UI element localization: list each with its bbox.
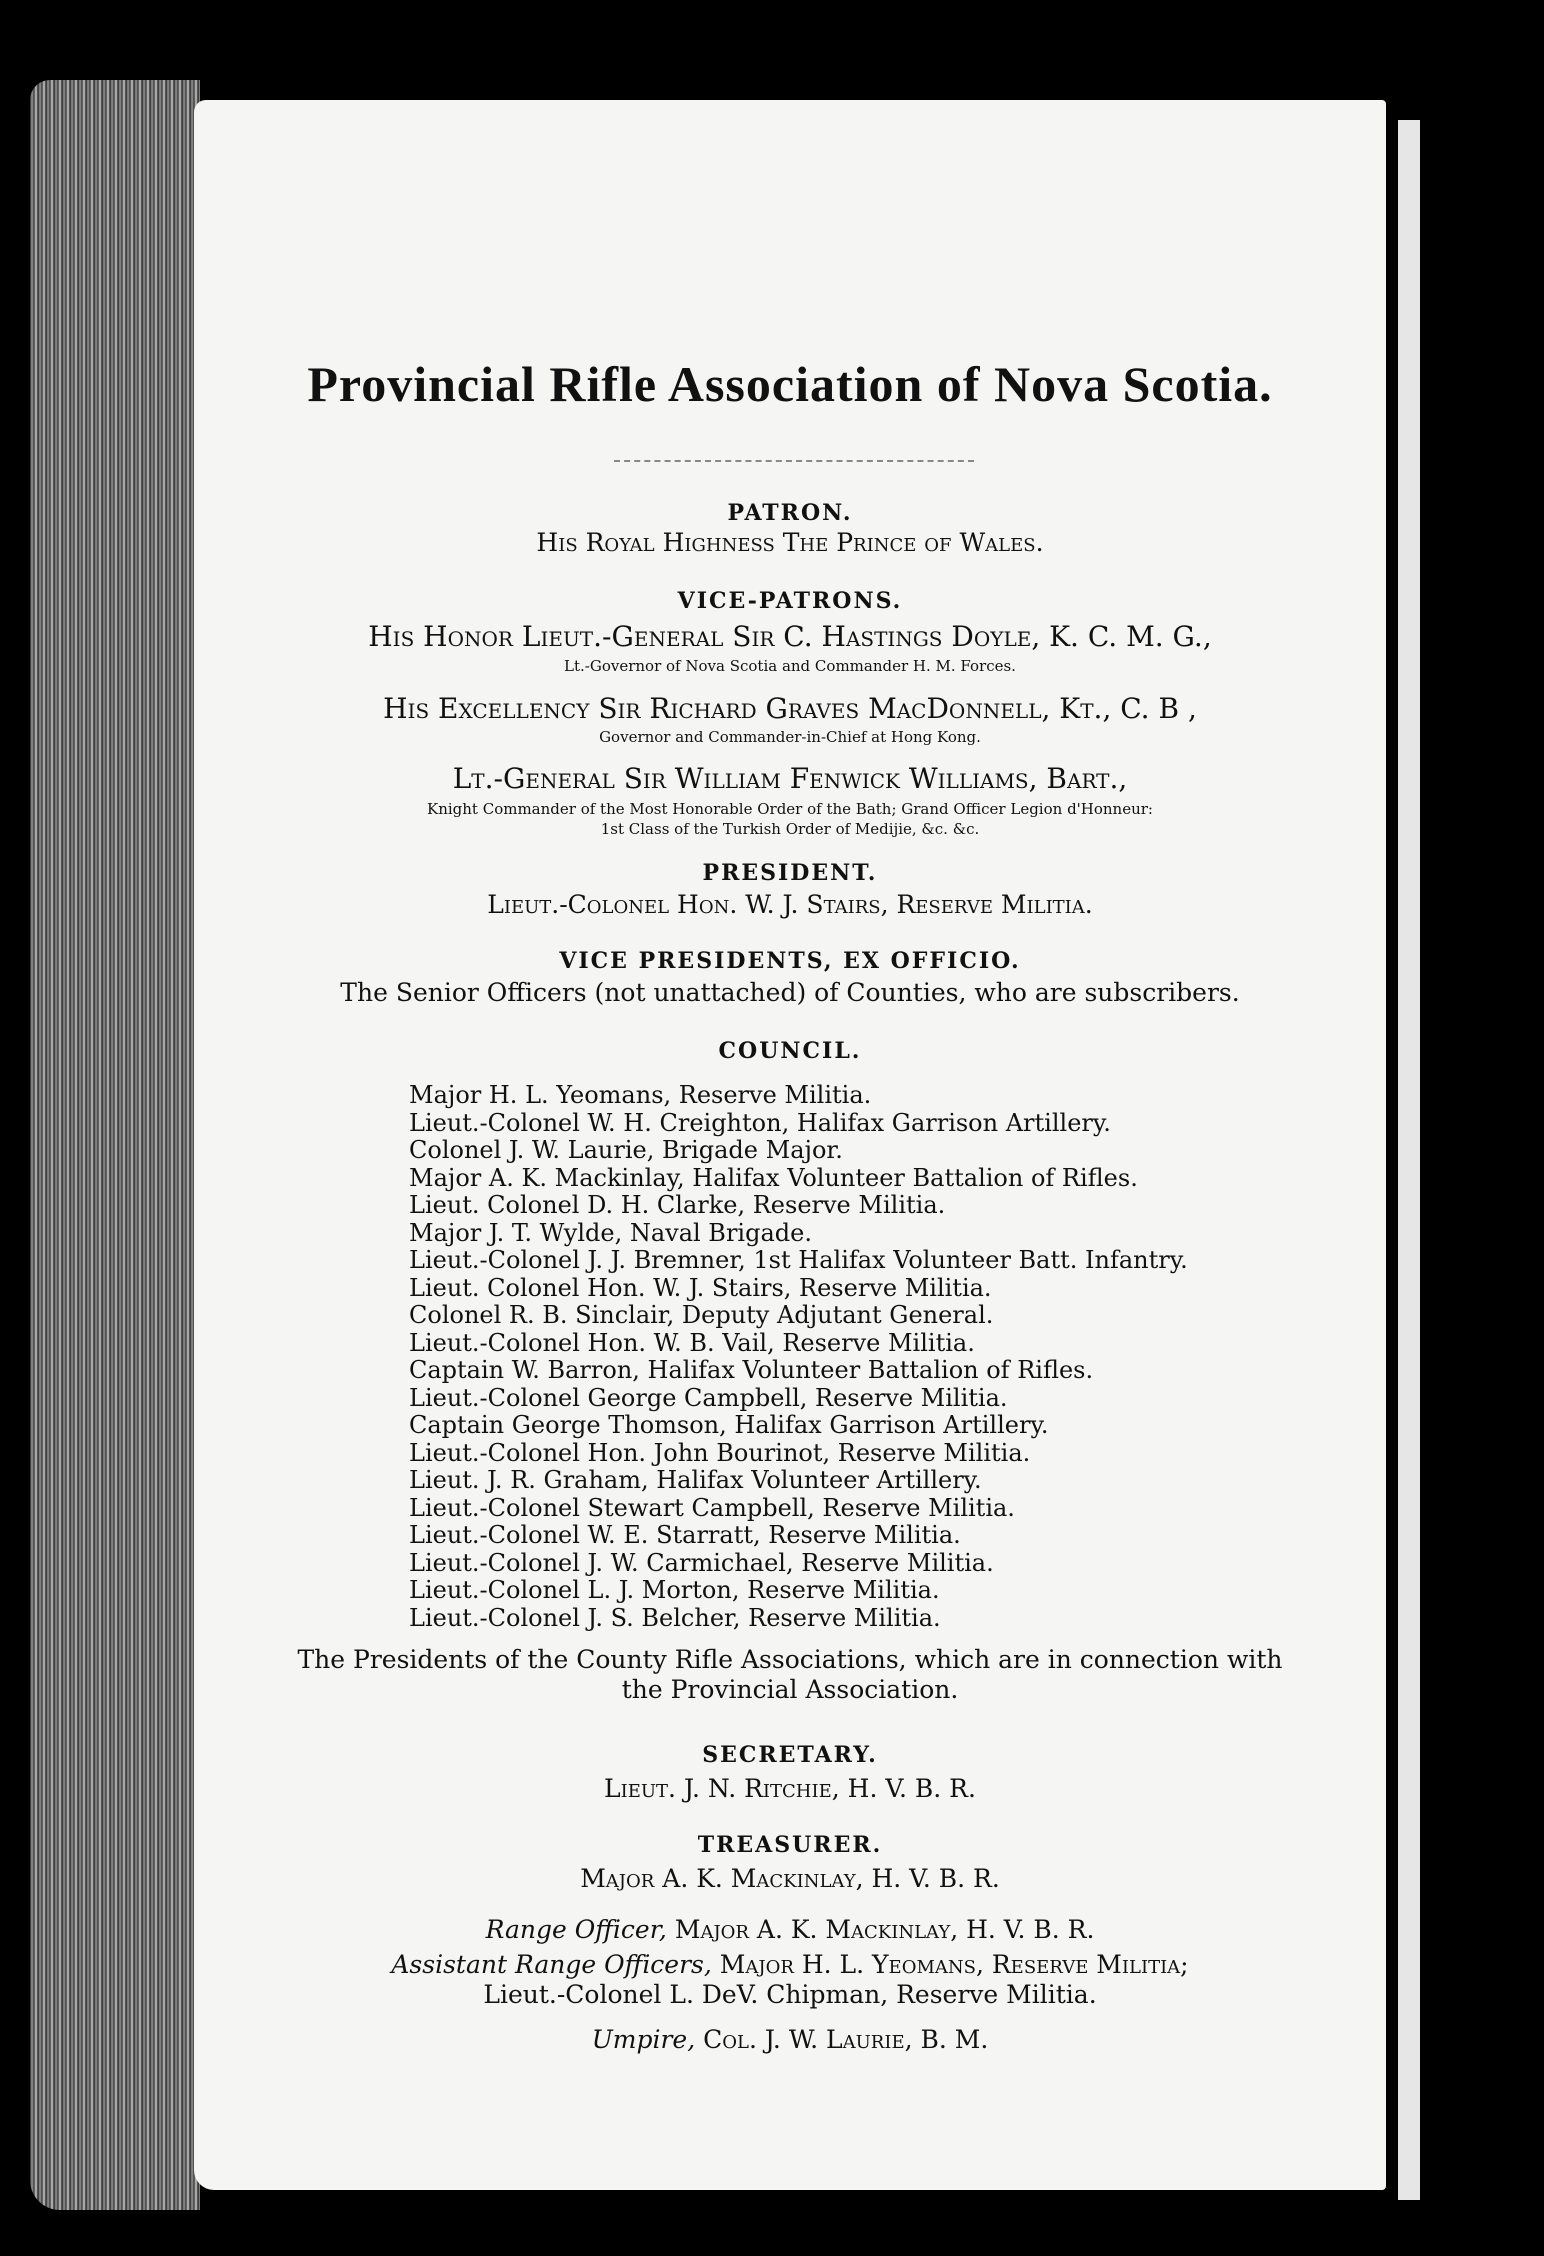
facing-page-edge: [1398, 120, 1420, 2200]
council-member: Lieut.-Colonel J. J. Bremner, 1st Halifax Volunteer Batt. Infantry.: [409, 1246, 1188, 1274]
book-page: [194, 100, 1386, 2190]
patron-line: His Royal Highness The Prince of Wales.: [536, 528, 1044, 557]
assistant-range-officers-1: Major H. L. Yeomans, Reserve Militia;: [719, 1950, 1189, 1979]
range-officer-name: Major A. K. Mackinlay, H. V. B. R.: [674, 1915, 1095, 1944]
secretary-heading: SECRETARY.: [702, 1742, 878, 1768]
umpire-label: Umpire,: [591, 2025, 696, 2054]
umpire-line: [194, 2025, 1386, 2054]
vice-patron-3: Lt.-General Sir William Fenwick Williams, Bart.,: [452, 762, 1128, 795]
assistant-range-officers-label: Assistant Range Officers,: [391, 1950, 712, 1979]
council-heading: COUNCIL.: [718, 1038, 862, 1064]
council-member: Major J. T. Wylde, Naval Brigade.: [409, 1218, 812, 1247]
council-member: Lieut.-Colonel J. S. Belcher, Reserve Militia.: [409, 1603, 941, 1632]
vice-patron-2-note: Governor and Commander-in-Chief at Hong Kong.: [599, 728, 981, 746]
president-heading: PRESIDENT.: [702, 860, 878, 886]
council-member: Lieut.-Colonel George Campbell, Reserve Militia.: [409, 1383, 1008, 1412]
assistant-range-officers-2: Lieut.-Colonel L. DeV. Chipman, Reserve Militia.: [483, 1980, 1097, 2009]
book-page-edges: [30, 80, 200, 2210]
patron-heading: PATRON.: [727, 500, 853, 526]
treasurer-line: Major A. K. Mackinlay, H. V. B. R.: [580, 1864, 1000, 1893]
council-member: Lieut.-Colonel Stewart Campbell, Reserve Militia.: [409, 1493, 1015, 1522]
council-member: Colonel R. B. Sinclair, Deputy Adjutant General.: [409, 1301, 994, 1329]
page-title: Provincial Rifle Association of Nova Scotia.: [307, 356, 1273, 412]
vice-presidents-heading: VICE PRESIDENTS, EX OFFICIO.: [559, 948, 1021, 974]
vice-patron-3-note: Knight Commander of the Most Honorable Order of the Bath; Grand Officer Legion d'Honneur:: [427, 800, 1153, 818]
secretary-line: Lieut. J. N. Ritchie, H. V. B. R.: [604, 1774, 976, 1803]
council-member: Lieut.-Colonel L. J. Morton, Reserve Militia.: [409, 1576, 940, 1604]
council-member: Captain George Thomson, Halifax Garrison Artillery.: [409, 1411, 1049, 1439]
vice-patron-2: His Excellency Sir Richard Graves MacDonnell, Kt., C. B ,: [383, 692, 1197, 725]
treasurer-heading: TREASURER.: [697, 1832, 883, 1858]
council-closing-line-1: The Presidents of the County Rifle Associations, which are in connection with: [297, 1645, 1283, 1674]
range-officer-label: Range Officer,: [485, 1915, 667, 1944]
council-member: Lieut. J. R. Graham, Halifax Volunteer Artillery.: [409, 1466, 982, 1494]
council-member: Major H. L. Yeomans, Reserve Militia.: [409, 1081, 872, 1109]
range-officer-line: [194, 1915, 1386, 1944]
council-member: Colonel J. W. Laurie, Brigade Major.: [409, 1136, 843, 1164]
vice-patron-3-note-2: 1st Class of the Turkish Order of Medijie, &c. &c.: [600, 820, 980, 838]
council-member: Major A. K. Mackinlay, Halifax Volunteer Battalion of Rifles.: [409, 1163, 1138, 1192]
council-list: [409, 1082, 1369, 1632]
vice-patron-1: His Honor Lieut.-General Sir C. Hastings Doyle, K. C. M. G.,: [368, 620, 1212, 653]
title-rule: [614, 460, 974, 462]
council-member: Lieut.-Colonel Hon. W. B. Vail, Reserve Militia.: [409, 1328, 975, 1357]
council-member: Lieut.-Colonel Hon. John Bourinot, Reserve Militia.: [409, 1438, 1031, 1467]
council-member: Lieut. Colonel D. H. Clarke, Reserve Militia.: [409, 1191, 946, 1219]
president-line: Lieut.-Colonel Hon. W. J. Stairs, Reserve Militia.: [487, 890, 1093, 919]
umpire-name: Col. J. W. Laurie, B. M.: [703, 2025, 989, 2054]
council-member: Lieut.-Colonel W. E. Starratt, Reserve Militia.: [409, 1521, 961, 1549]
assistant-range-officers-line: [194, 1950, 1386, 1979]
vice-presidents-line: The Senior Officers (not unattached) of Counties, who are subscribers.: [340, 978, 1240, 1007]
vice-patrons-heading: VICE-PATRONS.: [677, 588, 903, 614]
council-member: Lieut. Colonel Hon. W. J. Stairs, Reserve Militia.: [409, 1273, 992, 1302]
vice-patron-1-note: Lt.-Governor of Nova Scotia and Commander H. M. Forces.: [564, 657, 1016, 675]
council-member: Captain W. Barron, Halifax Volunteer Battalion of Rifles.: [409, 1356, 1094, 1384]
council-member: Lieut.-Colonel W. H. Creighton, Halifax Garrison Artillery.: [409, 1108, 1111, 1137]
council-member: Lieut.-Colonel J. W. Carmichael, Reserve Militia.: [409, 1548, 994, 1577]
council-closing-line-2: the Provincial Association.: [621, 1675, 959, 1704]
